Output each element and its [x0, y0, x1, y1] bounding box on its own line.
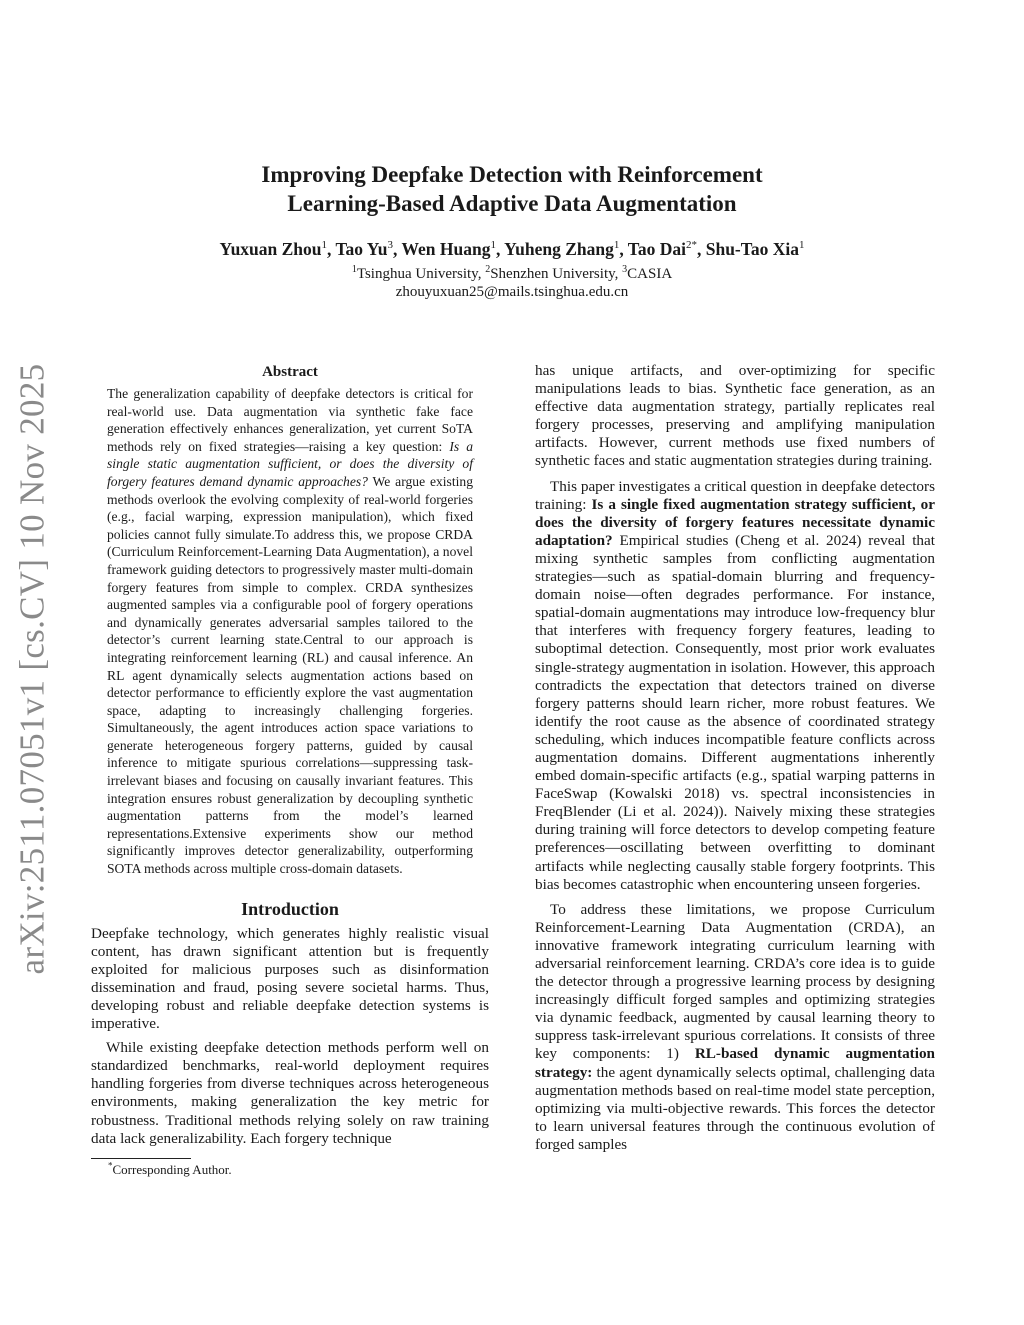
author-affil-mark: 1	[613, 239, 620, 252]
abstract-key-question: Is a single static augmentation sufficient, or does the diversity of forgery features demand dynamic approaches?	[107, 438, 473, 489]
left-column	[91, 362, 489, 1148]
intro-paragraph-2-continued: has unique artifacts, and over-optimizing for specific manipulations leads to bias. Synthetic face generation, as an effective data augmentation strategy, partially replicates real forgery processes, preserving and amplifying manipulation artifacts. However, current methods use fixed numbers of synthetic faces and static augmentation strategies during training.	[535, 362, 935, 470]
affil-mark: 2	[485, 264, 491, 275]
affiliation-name: CASIA	[627, 266, 673, 282]
affil-mark: 3	[622, 264, 628, 275]
author-name: Tao Dai	[627, 239, 686, 259]
author-name: Shu-Tao Xia	[705, 239, 799, 259]
research-question: Is a single fixed augmentation strategy sufficient, or does the diversity of forgery features necessitate dynamic adaptation?	[535, 495, 935, 549]
footnote	[108, 1162, 232, 1178]
footnote-text: Corresponding Author.	[112, 1162, 232, 1177]
abstract-body	[107, 385, 473, 878]
footnote-divider	[91, 1158, 191, 1159]
intro-paragraph-3	[535, 478, 935, 894]
footnote-mark: *	[108, 1160, 113, 1171]
author-name: Yuxuan Zhou	[219, 239, 322, 259]
paragraph-text: Empirical studies (Cheng et al. 2024) reveal that mixing synthetic samples from conflicting augmentation strategies—such as spatial-domain blurring and frequency-domain noise—often degrades performance. For instance, spatial-domain augmentations may introduce low-frequency blur that interferes with frequency forgery features, leading to suboptimal detection. Consequently, most prior work evaluates single-strategy augmentation in isolation. However, this approach contradicts the expectation that detectors trained on diverse forgery patterns should learn richer, more robust features. We identify the root cause as the absence of coordinated strategy scheduling, which induces incompatible feature conflicts across augmentation domains. Different augmentations inherently embed domain-specific artifacts (e.g., spatial warping patterns in FaceSwap (Kowalski 2018) vs. spectral inconsistencies in FreqBlender (Li et al. 2024)). Naively mixing these strategies during training will force detectors to develop competing feature preferences—oscillating between overfitting to dominant artifacts while neglecting causally stable forgery footprints. This bias becomes catastrophic when encountering unseen forgeries.	[535, 531, 935, 893]
author-affil-mark: 1	[490, 239, 496, 252]
arxiv-identifier: arXiv:2511.07051v1 [cs.CV] 10 Nov 2025	[12, 363, 52, 975]
paragraph-text: To address these limitations, we propose Curriculum Reinforcement-Learning Data Augmentation (CRDA), an innovative framework integrating curriculum learning with adversarial reinforcement learning. CRDA’s core idea is to guide the detector through a progressive learning process by designing increasingly difficult forged samples and optimizing strategies via dynamic feedback, augmented by causal learning theory to suppress task-irrelevant spurious correlations. It consists of three key components: 1)	[535, 900, 935, 1063]
contact-email: zhouyuxuan25@mails.tsinghua.edu.cn	[395, 284, 629, 300]
author-name: Wen Huang	[401, 239, 491, 259]
author-affil-mark: 1	[321, 239, 328, 252]
author-name: Tao Yu	[335, 239, 388, 259]
abstract-heading: Abstract	[262, 364, 318, 380]
affiliation-name: Tsinghua University	[356, 266, 478, 282]
affiliation-name: Shenzhen University	[490, 266, 615, 282]
author-affil-mark: 2*	[685, 239, 697, 252]
author-affil-mark: 3	[387, 239, 394, 252]
arxiv-side-stamp	[8, 363, 56, 975]
author-list: Yuxuan Zhou$^1$, Tao Yu$^3$, Wen Huang$^1$, Yuheng Zhang$^1$, Tao Dai$^{2*}$, Shu-Tao Xia$^1$	[219, 239, 805, 259]
intro-paragraph-1: Deepfake technology, which generates highly realistic visual content, has drawn significant attention but is frequently exploited for malicious purposes such as disinformation dissemination and fraud, posing severe societal harms. Thus, developing robust and reliable deepfake detection systems is imperative.	[91, 924, 489, 1033]
author-affil-mark: 1	[798, 239, 805, 252]
component-label: RL-based dynamic augmentation strategy:	[535, 1045, 935, 1081]
affil-mark: 1	[351, 264, 357, 275]
intro-paragraph-2: While existing deepfake detection methods perform well on standardized benchmarks, real-world deployment requires handling forgeries from diverse techniques across heterogeneous environments, making generalization the key metric for robustness. Traditional methods relying solely on raw training data lack generalizability. Each forgery technique	[91, 1039, 489, 1147]
title-line-2: Learning-Based Adaptive Data Augmentation	[287, 191, 737, 216]
paper-header	[120, 160, 904, 301]
affiliations: $^1$Tsinghua University, $^2$Shenzhen University, $^3$CASIA	[351, 264, 673, 282]
paragraph-text: This paper investigates a critical question in deepfake detectors training:	[535, 477, 935, 513]
title-line-1: Improving Deepfake Detection with Reinforcement	[261, 162, 763, 187]
intro-paragraph-4	[535, 901, 935, 1154]
abstract-text-1: The generalization capability of deepfake detectors is critical for real-world use. Data augmentation via synthetic fake face generation effectively enhances generalization, yet current SoTA methods rely on fixed strategies—raising a key question:	[107, 386, 473, 454]
author-name: Yuheng Zhang	[504, 239, 614, 259]
abstract-text-2: We argue existing methods overlook the evolving complexity of real-world forgeries (e.g., facial warping, expression manipulation), which fixed policies cannot fully simulate.To address this, we propose CRDA (Curriculum Reinforcement-Learning Data Augmentation), a novel framework guiding detectors to progressively master multi-domain forgery features from simple to complex. CRDA synthesizes augmented samples via a configurable pool of forgery operations and dynamically generates adversarial samples tailored to the detector’s current learning state.Central to our approach is integrating reinforcement learning (RL) and causal inference. An RL agent dynamically selects augmentation actions based on detector performance to efficiently explore the vast augmentation space, adapting to increasingly challenging forgeries. Simultaneously, the agent introduces action space variations to generate heterogeneous forgery patterns, guided by causal inference to mitigate spurious correlations—suppressing task-irrelevant biases and focusing on causally invariant features. This integration ensures robust generalization by decoupling synthetic augmentation patterns from the model’s learned representations.Extensive experiments show our method significantly improves detector generalizability, outperforming SOTA methods across multiple cross-domain datasets.	[107, 473, 473, 877]
right-column	[535, 362, 935, 1154]
introduction-heading: Introduction	[241, 898, 339, 919]
paragraph-text: the agent dynamically selects optimal, challenging data augmentation methods based on real-time model state perception, optimizing via multi-objective rewards. This forces the detector to learn universal features through the continuous evolution of forged samples	[535, 1063, 935, 1153]
paper-title	[120, 160, 904, 218]
